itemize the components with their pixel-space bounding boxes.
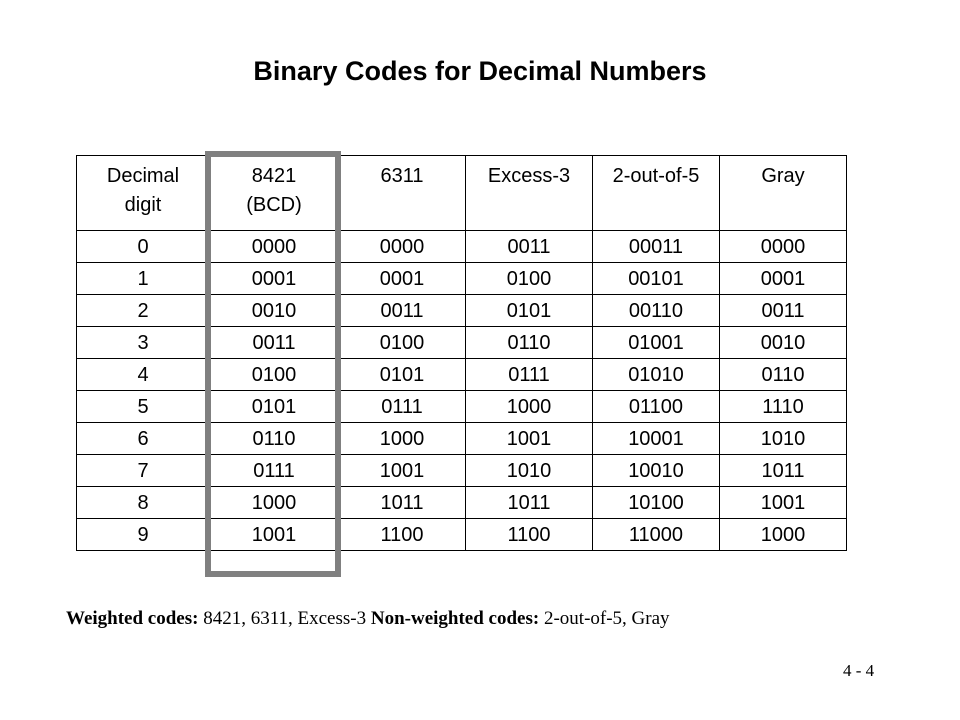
cell-8421: 1000 — [210, 487, 339, 519]
cell-2-out-of-5: 10010 — [593, 455, 720, 487]
table-row — [77, 295, 847, 327]
cell-gray: 0001 — [720, 263, 847, 295]
nonweighted-codes-label: Non-weighted codes: — [370, 608, 540, 629]
cell-excess-3: 0110 — [466, 327, 593, 359]
header-line1: 8421 — [251, 165, 297, 187]
cell-excess-3: 1000 — [466, 391, 593, 423]
cell-2-out-of-5: 10100 — [593, 487, 720, 519]
cell-decimal-digit: 1 — [77, 263, 210, 295]
cell-decimal-digit: 4 — [77, 359, 210, 391]
cell-decimal-digit: 2 — [77, 295, 210, 327]
header-cell-gray — [720, 156, 847, 231]
cell-excess-3: 0011 — [466, 231, 593, 263]
cell-excess-3: 1010 — [466, 455, 593, 487]
table-row — [77, 327, 847, 359]
codes-table-container — [76, 155, 847, 551]
cell-2-out-of-5: 01010 — [593, 359, 720, 391]
header-line1: 2-out-of-5 — [612, 165, 700, 187]
nonweighted-codes-values: 2-out-of-5, Gray — [543, 608, 670, 629]
footnote — [66, 608, 670, 630]
binary-codes-table — [76, 155, 847, 551]
header-line1: 6311 — [380, 165, 424, 187]
cell-gray: 1000 — [720, 519, 847, 551]
cell-gray: 0011 — [720, 295, 847, 327]
cell-8421: 1001 — [210, 519, 339, 551]
cell-8421: 0001 — [210, 263, 339, 295]
cell-6311: 0111 — [339, 391, 466, 423]
cell-excess-3: 1001 — [466, 423, 593, 455]
cell-decimal-digit: 9 — [77, 519, 210, 551]
cell-8421: 0100 — [210, 359, 339, 391]
cell-gray: 1110 — [720, 391, 847, 423]
cell-excess-3: 0101 — [466, 295, 593, 327]
header-line2: digit — [124, 194, 162, 216]
cell-decimal-digit: 6 — [77, 423, 210, 455]
header-line1: Decimal — [106, 165, 180, 187]
cell-decimal-digit: 0 — [77, 231, 210, 263]
cell-decimal-digit: 5 — [77, 391, 210, 423]
cell-decimal-digit: 3 — [77, 327, 210, 359]
table-row — [77, 423, 847, 455]
cell-6311: 1001 — [339, 455, 466, 487]
cell-excess-3: 1100 — [466, 519, 593, 551]
table-row — [77, 519, 847, 551]
page-number: 4 - 4 — [843, 661, 875, 680]
cell-2-out-of-5: 00110 — [593, 295, 720, 327]
cell-6311: 1000 — [339, 423, 466, 455]
cell-decimal-digit: 7 — [77, 455, 210, 487]
header-cell-6311 — [339, 156, 466, 231]
cell-gray: 0110 — [720, 359, 847, 391]
cell-6311: 1100 — [339, 519, 466, 551]
cell-2-out-of-5: 00101 — [593, 263, 720, 295]
cell-2-out-of-5: 10001 — [593, 423, 720, 455]
cell-2-out-of-5: 01100 — [593, 391, 720, 423]
table-row — [77, 359, 847, 391]
cell-gray: 1011 — [720, 455, 847, 487]
cell-8421: 0111 — [210, 455, 339, 487]
cell-gray: 1010 — [720, 423, 847, 455]
header-cell-decimal-digit — [77, 156, 210, 231]
cell-8421: 0000 — [210, 231, 339, 263]
cell-excess-3: 1011 — [466, 487, 593, 519]
bcd-column-highlight — [205, 151, 341, 577]
table-row — [77, 231, 847, 263]
table-row — [77, 455, 847, 487]
cell-6311: 0101 — [339, 359, 466, 391]
cell-gray: 0000 — [720, 231, 847, 263]
cell-decimal-digit: 8 — [77, 487, 210, 519]
cell-gray: 0010 — [720, 327, 847, 359]
cell-2-out-of-5: 00011 — [593, 231, 720, 263]
cell-excess-3: 0111 — [466, 359, 593, 391]
cell-6311: 1011 — [339, 487, 466, 519]
cell-6311: 0011 — [339, 295, 466, 327]
header-line1: Excess-3 — [487, 165, 571, 187]
header-cell-excess-3 — [466, 156, 593, 231]
slide-title: Binary Codes for Decimal Numbers — [253, 56, 707, 86]
header-line2: (BCD) — [246, 194, 302, 216]
weighted-codes-label: Weighted codes: — [66, 608, 199, 629]
cell-excess-3: 0100 — [466, 263, 593, 295]
cell-2-out-of-5: 01001 — [593, 327, 720, 359]
table-header-row — [77, 156, 847, 231]
cell-8421: 0110 — [210, 423, 339, 455]
table-row — [77, 391, 847, 423]
cell-6311: 0100 — [339, 327, 466, 359]
cell-2-out-of-5: 11000 — [593, 519, 720, 551]
cell-6311: 0000 — [339, 231, 466, 263]
weighted-codes-values: 8421, 6311, Excess-3 — [203, 608, 367, 629]
header-line1: Gray — [761, 165, 805, 187]
cell-8421: 0010 — [210, 295, 339, 327]
cell-gray: 1001 — [720, 487, 847, 519]
cell-8421: 0011 — [210, 327, 339, 359]
cell-6311: 0001 — [339, 263, 466, 295]
table-row — [77, 487, 847, 519]
header-cell-2-out-of-5 — [593, 156, 720, 231]
table-row — [77, 263, 847, 295]
cell-8421: 0101 — [210, 391, 339, 423]
